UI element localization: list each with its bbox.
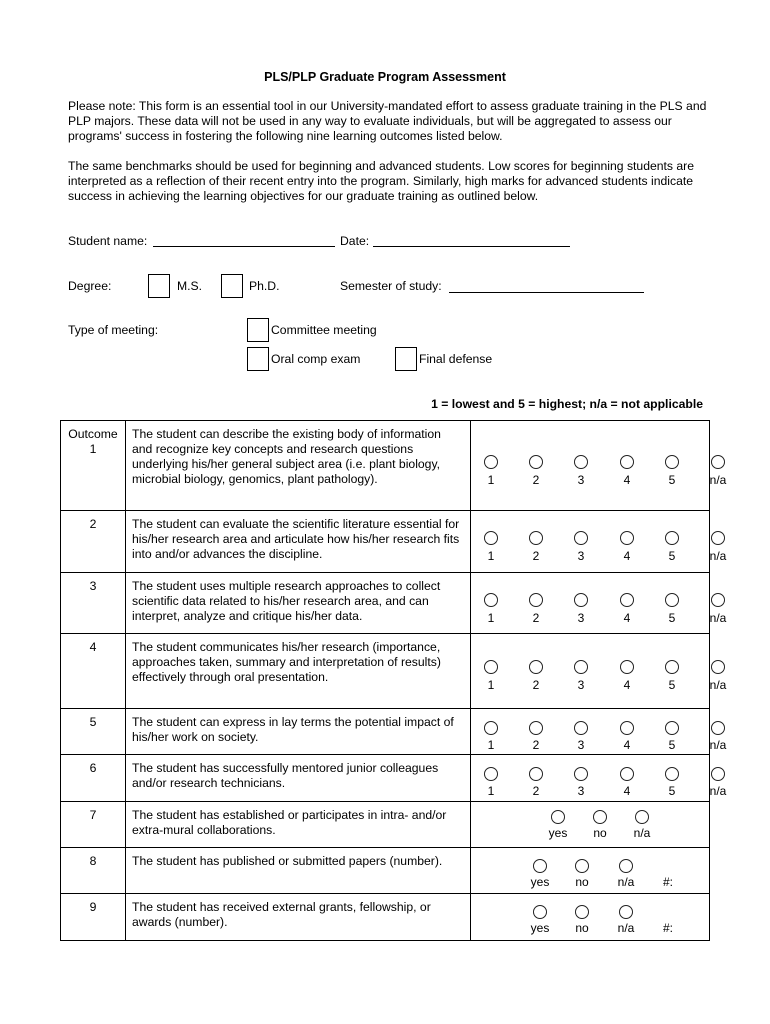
rating-option-label: 4: [623, 549, 631, 563]
rating-option-label: 2: [532, 784, 540, 798]
rating-option-label: 1: [487, 784, 495, 798]
rating-radio[interactable]: [529, 531, 543, 545]
oral-checkbox[interactable]: [247, 347, 269, 371]
rating-radio[interactable]: [529, 721, 543, 735]
outcome-text: The student has published or submitted papers (number).: [126, 848, 471, 894]
outcome-number: 5: [89, 715, 97, 729]
outcome-row: [61, 755, 710, 802]
rating-option-label: 2: [532, 738, 540, 752]
rating-option-label: n/a: [617, 875, 635, 889]
outcome-text: The student has received external grants, fellowship, or awards (number).: [126, 894, 471, 941]
rating-option-label: 5: [668, 473, 676, 487]
meeting-label: Type of meeting:: [68, 323, 159, 337]
outcomes-table: [60, 420, 727, 941]
outcome-text: The student can describe the existing body of information and recognize key concepts and research questions underlying his/her general subject area (i.e. plant biology, microbial biology, genomics, plant pathology).: [126, 421, 471, 511]
rating-radio[interactable]: [711, 767, 725, 781]
rating-radio[interactable]: [484, 531, 498, 545]
outcome-row: [61, 802, 710, 848]
rating-radio[interactable]: [484, 593, 498, 607]
rating-option-label: yes: [530, 875, 550, 889]
rating-radio[interactable]: [620, 455, 634, 469]
outcome-row: [61, 894, 710, 941]
outcome-options: [471, 573, 727, 634]
rating-option-label: 4: [623, 784, 631, 798]
rating-radio[interactable]: [484, 721, 498, 735]
rating-radio[interactable]: [665, 531, 679, 545]
rating-radio[interactable]: [484, 660, 498, 674]
rating-radio[interactable]: [665, 767, 679, 781]
rating-option-label: n/a: [709, 473, 727, 487]
rating-option-label: 3: [577, 473, 585, 487]
rating-option-label: 4: [623, 611, 631, 625]
rating-radio[interactable]: [484, 767, 498, 781]
rating-option-label: n/a: [709, 784, 727, 798]
rating-option-label: 5: [668, 611, 676, 625]
rating-radio[interactable]: [551, 810, 565, 824]
count-label: #:: [662, 875, 673, 889]
benchmark-paragraph: The same benchmarks should be used for beginning and advanced students. Low scores for beginning students are interpreted as a reflection of their recent entry into the program. Similarly, high marks for advanced students indicate success in achieving the learning objectives for our graduate training as outlined below.: [68, 159, 695, 203]
rating-option-label: 5: [668, 549, 676, 563]
outcome-number-cell: [61, 894, 126, 941]
outcome-text: The student uses multiple research approaches to collect scientific data related to his/her research area, and can interpret, analyze and critique his/her data.: [126, 573, 471, 634]
outcome-options: [471, 848, 710, 894]
rating-option-label: yes: [548, 826, 568, 840]
final-label: Final defense: [419, 352, 493, 366]
outcome-row: [61, 634, 710, 709]
rating-option-label: 4: [623, 738, 631, 752]
rating-option-label: no: [575, 875, 589, 889]
rating-option-label: 5: [668, 738, 676, 752]
rating-option-label: n/a: [633, 826, 651, 840]
rating-radio[interactable]: [665, 721, 679, 735]
outcome-row: [61, 511, 710, 573]
rating-radio[interactable]: [635, 810, 649, 824]
rating-radio[interactable]: [533, 859, 547, 873]
rating-option-label: 1: [487, 549, 495, 563]
rating-radio[interactable]: [711, 721, 725, 735]
outcome-number: 4: [89, 640, 97, 654]
rating-option-label: 5: [668, 784, 676, 798]
rating-option-label: no: [593, 826, 607, 840]
count-label: #:: [662, 921, 673, 935]
rating-radio[interactable]: [711, 593, 725, 607]
rating-option-label: 1: [487, 738, 495, 752]
rating-option-label: 4: [623, 473, 631, 487]
outcome-options: [471, 709, 727, 755]
rating-radio[interactable]: [529, 593, 543, 607]
rating-radio[interactable]: [711, 531, 725, 545]
rating-option-label: n/a: [709, 738, 727, 752]
rating-radio[interactable]: [575, 905, 589, 919]
outcome-number-cell: [61, 634, 126, 709]
rating-radio[interactable]: [620, 660, 634, 674]
outcome-number-cell: [61, 421, 126, 511]
outcome-text: The student has established or participates in intra- and/or extra-mural collaborations.: [126, 802, 471, 848]
student-name-field[interactable]: [153, 232, 335, 247]
semester-field[interactable]: [449, 278, 644, 293]
outcome-number-cell: [61, 573, 126, 634]
semester-label: Semester of study:: [340, 279, 442, 293]
rating-option-label: n/a: [617, 921, 635, 935]
rating-radio[interactable]: [711, 455, 725, 469]
rating-radio[interactable]: [574, 660, 588, 674]
rating-option-label: 1: [487, 678, 495, 692]
outcome-text: The student can express in lay terms the potential impact of his/her work on society.: [126, 709, 471, 755]
rating-option-label: 1: [487, 473, 495, 487]
outcome-text: The student communicates his/her research (importance, approaches taken, summary and interpretation of results) effectively through oral presentation.: [126, 634, 471, 709]
outcome-number-cell: [61, 802, 126, 848]
outcome-number: 7: [89, 808, 97, 822]
rating-radio[interactable]: [574, 593, 588, 607]
outcome-number: 3: [89, 579, 97, 593]
outcome-options: [471, 802, 710, 848]
phd-label: Ph.D.: [249, 279, 280, 293]
rating-radio[interactable]: [529, 455, 543, 469]
rating-option-label: 3: [577, 611, 585, 625]
rating-radio[interactable]: [620, 593, 634, 607]
rating-option-label: n/a: [709, 678, 727, 692]
ms-label: M.S.: [177, 279, 203, 293]
student-name-label: Student name:: [68, 234, 148, 248]
phd-checkbox[interactable]: [221, 274, 243, 298]
rating-radio[interactable]: [574, 767, 588, 781]
rating-option-label: 5: [668, 678, 676, 692]
degree-label: Degree:: [68, 279, 112, 293]
outcome-text: The student can evaluate the scientific literature essential for his/her research area and articulate how his/her research fits into and/or advances the discipline.: [126, 511, 471, 573]
rating-radio[interactable]: [620, 767, 634, 781]
rating-radio[interactable]: [529, 660, 543, 674]
rating-radio[interactable]: [574, 721, 588, 735]
rating-option-label: 1: [487, 611, 495, 625]
scale-legend: 1 = lowest and 5 = highest; n/a = not applicable: [431, 397, 703, 411]
outcome-row: [61, 573, 710, 634]
date-label: Date:: [340, 234, 370, 248]
outcome-header: Outcome: [68, 427, 118, 441]
rating-radio[interactable]: [574, 455, 588, 469]
rating-option-label: 2: [532, 473, 540, 487]
final-checkbox[interactable]: [395, 347, 417, 371]
rating-radio[interactable]: [620, 531, 634, 545]
outcome-row: [61, 421, 710, 511]
outcome-row: [61, 709, 710, 755]
rating-option-label: 3: [577, 738, 585, 752]
outcome-options: [471, 511, 727, 573]
outcome-number: 1: [89, 442, 97, 456]
rating-radio[interactable]: [620, 721, 634, 735]
outcome-number: 9: [89, 900, 97, 914]
outcome-number-cell: [61, 848, 126, 894]
outcome-number: 2: [89, 517, 97, 531]
rating-option-label: n/a: [709, 611, 727, 625]
outcome-text: The student has successfully mentored junior colleagues and/or research technicians.: [126, 755, 471, 802]
outcome-number-cell: [61, 709, 126, 755]
rating-option-label: n/a: [709, 549, 727, 563]
rating-radio[interactable]: [619, 905, 633, 919]
outcome-number: 8: [89, 854, 97, 868]
rating-radio[interactable]: [665, 455, 679, 469]
rating-radio[interactable]: [665, 660, 679, 674]
rating-option-label: 2: [532, 611, 540, 625]
rating-option-label: 2: [532, 549, 540, 563]
rating-radio[interactable]: [484, 455, 498, 469]
rating-radio[interactable]: [575, 859, 589, 873]
rating-option-label: 4: [623, 678, 631, 692]
rating-radio[interactable]: [574, 531, 588, 545]
committee-checkbox[interactable]: [247, 318, 269, 342]
outcome-row: [61, 848, 710, 894]
oral-label: Oral comp exam: [271, 352, 361, 366]
outcome-options: [471, 755, 727, 802]
rating-option-label: 3: [577, 784, 585, 798]
outcome-options: [471, 421, 727, 511]
rating-radio[interactable]: [665, 593, 679, 607]
date-field[interactable]: [373, 232, 570, 247]
intro-paragraph: Please note: This form is an essential tool in our University-mandated effort to assess graduate training in the PLS and PLP majors. These data will not be used in any way to evaluate individuals, but will be aggregated to assess our programs' success in fostering the following nine learning outcomes listed below.: [68, 99, 707, 143]
rating-radio[interactable]: [533, 905, 547, 919]
rating-option-label: 2: [532, 678, 540, 692]
rating-option-label: 3: [577, 549, 585, 563]
outcome-number-cell: [61, 511, 126, 573]
outcome-options: [471, 894, 710, 941]
outcome-number-cell: [61, 755, 126, 802]
rating-radio[interactable]: [619, 859, 633, 873]
outcome-options: [471, 634, 727, 709]
rating-option-label: 3: [577, 678, 585, 692]
page-title: PLS/PLP Graduate Program Assessment: [264, 70, 506, 84]
ms-checkbox[interactable]: [148, 274, 170, 298]
committee-label: Committee meeting: [271, 323, 377, 337]
rating-radio[interactable]: [593, 810, 607, 824]
rating-radio[interactable]: [711, 660, 725, 674]
outcome-number: 6: [89, 761, 97, 775]
rating-radio[interactable]: [529, 767, 543, 781]
rating-option-label: yes: [530, 921, 550, 935]
rating-option-label: no: [575, 921, 589, 935]
